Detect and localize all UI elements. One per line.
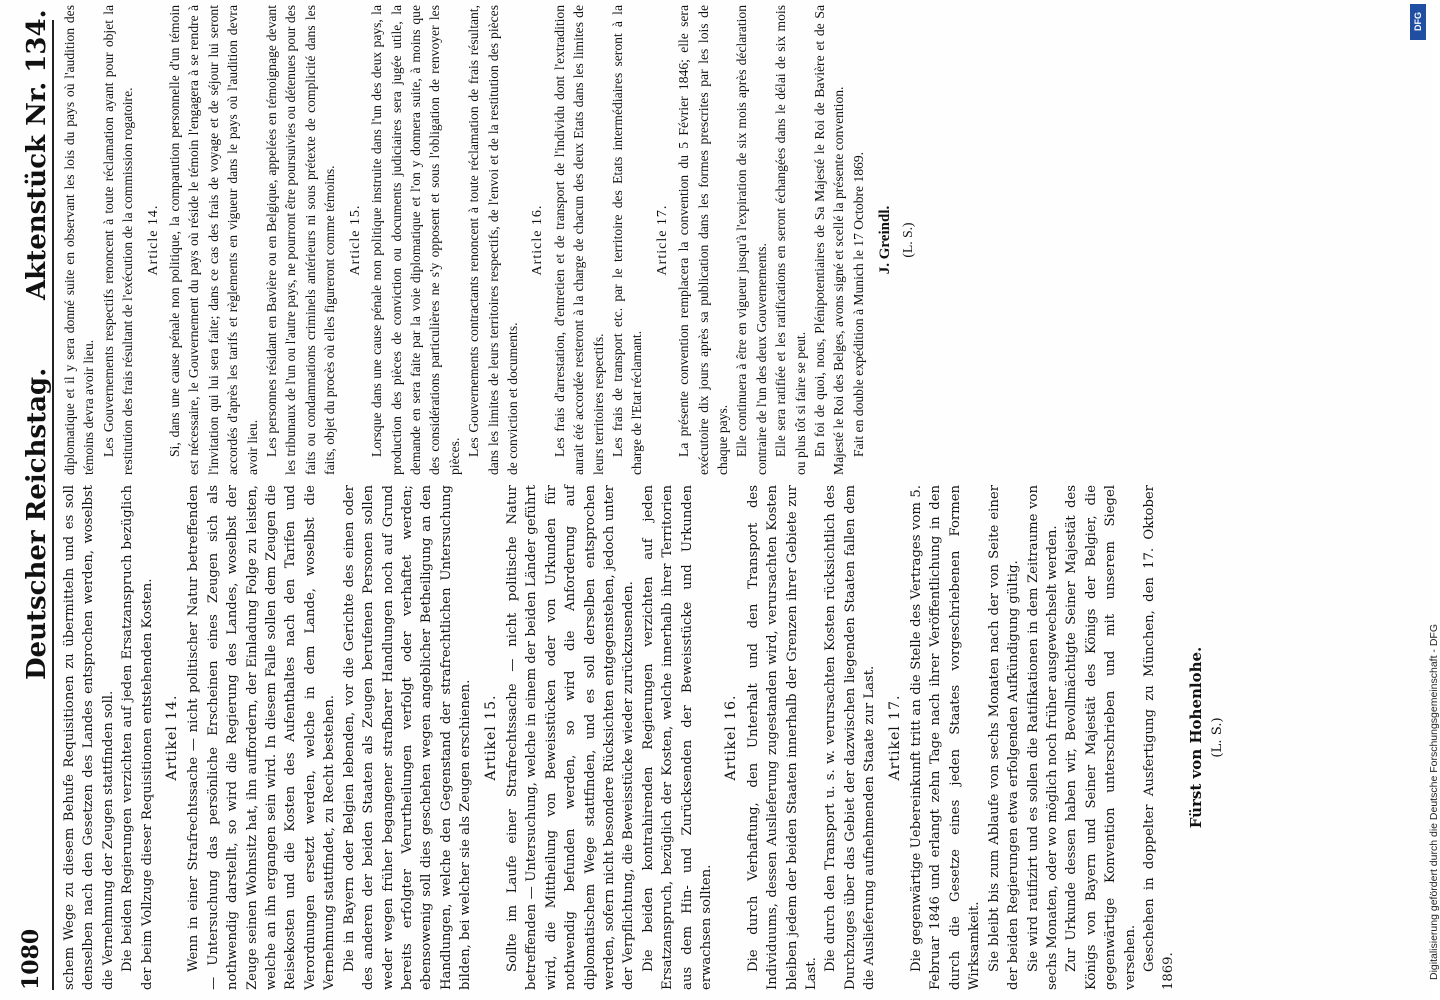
- paragraph: Fait en double expédition à Munich le 17 Octobre 1869.: [850, 151, 866, 457]
- paragraph: Elle continuera à être en vigueur jusqu'à l'expiration de six mois après déclaration contraire de l'un des deux Gouvernements.: [734, 5, 769, 475]
- paragraph: Les Gouvernements contractants renoncent à toute réclamation de frais résultant, dans les limites de leurs territoires respectifs, de l'envoi et de la restitution des pièces de conviction et documents.: [466, 5, 520, 475]
- paragraph: Die beiden kontrahirenden Regierungen verzichten auf jeden Ersatzanspruch, bezüglich der Kosten, welche innerhalb ihrer Territorien aus dem Hin- und Zurücksenden der Beweisstücke und Urkunden erwachsen sollten.: [640, 485, 714, 990]
- article-heading: Artikel 15.: [482, 694, 499, 781]
- signature: Fürst von Hohenlohe.: [1186, 646, 1205, 829]
- paragraph: Wenn in einer Strafrechtssache — nicht politischer Natur betreffenden — Untersuchung das persönliche Erscheinen eines Zeugen sich als nothwendig darstellt, so wird die Regierung des Landes, woselbst der Zeuge seinen Wohnsitz hat, ihn auffordern, der Einladung Folge zu leisten, welche an ihn ergangen sein wird. In diesem Falle sollen dem Zeugen die Reisekosten und die Kosten des Aufenthaltes nach den Tarifen und Verordnungen ersetzt werden, welche in dem Lande, woselbst die Vernehmung stattfindet, zu Recht bestehen.: [186, 485, 338, 990]
- dfg-logo-badge: DFG: [1410, 4, 1426, 40]
- paragraph: Si, dans une cause pénale non politique, la comparution personnelle d'un témoin est nécessaire, le Gouvernement du pays où réside le témoin l'engagera à se rendre à l'invitation qui lui sera faite; dans ce cas des frais de voyage et de séjour lui seront accordés d'après les tarifs et règlements en vigueur dans le pays où l'audition devra avoir lieu.: [167, 5, 260, 475]
- article-heading: Article 17.: [654, 204, 670, 276]
- seal-mark: (L. S.): [899, 222, 915, 258]
- german-text-column: [60, 485, 1370, 990]
- signature: J. Greindl.: [877, 205, 894, 275]
- paragraph: En foi de quoi, nous, Plénipotentiaires de Sa Majesté le Roi de Bavière et de Sa Majesté le Roi des Belges, avons signé et scellé la présente convention.: [812, 5, 847, 475]
- paragraph: Les frais de transport etc. par le territoire des Etats intermédiaires seront à la charge de l'Etat réclamant.: [609, 5, 645, 475]
- page-number: 1080: [18, 928, 44, 990]
- paragraph: Sie bleibt bis zum Ablaufe von sechs Monaten nach der von Seite einer der beiden Regierungen etwa erfolgenden Aufkündigung gültig.: [986, 485, 1022, 990]
- paragraph: schem Wege zu diesem Behufe Requisitionen zu übermitteln und es soll denselben nach den Gesetzen des Landes entsprochen werden, woselbst die Vernehmung der Zeugen stattfinden soll.: [62, 485, 116, 990]
- seal-mark: (L. S.): [1210, 717, 1226, 758]
- paragraph: Les personnes résidant en Bavière ou en Belgique, appelées en témoignage devant les tribunaux de l'un ou l'autre pays, ne pourront être poursuivies ou détenues pour des faits ou condamnations criminels antérieurs ni sous prétexte de complicité dans les faits, objet du procès où elles figureront comme témoins.: [264, 5, 338, 475]
- digitization-note: [1408, 0, 1440, 1000]
- paragraph: Die gegenwärtige Uebereinkunft tritt an die Stelle des Vertrages vom 5. Februar 1846 und erlangt zehn Tage nach ihrer Veröffentlichung in den durch die Gesetze eines jeden Staates vorgeschriebenen Formen Wirksamkeit.: [909, 485, 983, 990]
- article-heading: Artikel 14.: [164, 694, 181, 781]
- running-head-left: Deutscher Reichstag.: [22, 367, 52, 680]
- header-rule: [52, 20, 54, 990]
- article-heading: Artikel 16.: [723, 694, 740, 781]
- paragraph: Die in Bayern oder Belgien lebenden, vor die Gerichte des einen oder des anderen der beiden Staaten als Zeugen berufenen Personen sollen weder wegen früher begangener strafbarer Handlungen noch auf Grund bereits erfolgter Verurtheilungen verfolgt oder verhaftet werden; ebensowenig soll dies geschehen wegen angeblicher Betheiligung an den Handlungen, welche den Gegenstand der strafrechtlichen Untersuchung bilden, bei welcher sie als Zeugen erschienen.: [341, 485, 474, 990]
- paragraph: Zur Urkunde dessen haben wir, Bevollmächtigte Seiner Majestät des Königs von Bayern und Seiner Majestät des Königs der Belgier, die gegenwärtige Konvention unterschrieben und mit unserem Siegel versehen.: [1064, 485, 1138, 990]
- paragraph: Elle sera ratifiée et les ratifications en seront échangées dans le délai de six mois ou plus tôt si faire se peut.: [773, 5, 808, 475]
- article-heading: Article 14.: [145, 204, 161, 276]
- paragraph: Die beiden Regierungen verzichten auf jeden Ersatzanspruch bezüglich der beim Vollzuge dieser Requisitionen entstehenden Kosten.: [120, 485, 155, 990]
- paragraph: Sollte im Laufe einer Strafrechtssache — nicht politische Natur betreffenden — Untersuchung, welche in einem der beiden Länder geführt wird, die Mittheilung von Beweisstücken oder von Urkunden für nothwendig befunden werden, so wird die Anforderung auf diplomatischem Wege stattfinden, und es soll derselben entsprochen werden, sofern nicht besondere Rücksichten entgegenstehen, jedoch unter der Verpflichtung, die Beweisstücke wieder zurückzusenden.: [504, 485, 637, 990]
- article-heading: Article 16.: [530, 204, 546, 276]
- paragraph: Les Gouvernements respectifs renoncent à toute réclamation ayant pour objet la restitution des frais résultant de l'exécution de la commission rogatoire.: [100, 5, 136, 475]
- paragraph: La présente convention remplacera la convention du 5 Février 1846; elle sera exécutoire dix jours après sa publication dans les formes prescrites par les lois de chaque pays.: [676, 5, 730, 475]
- french-text-column: [60, 5, 1370, 475]
- paragraph: Geschehen in doppelter Ausfertigung zu München, den 17. Oktober 1869.: [1141, 485, 1177, 990]
- article-heading: Article 15.: [347, 204, 363, 276]
- digitization-note-text: Digitalisierung gefördert durch die Deutsche Forschungsgemeinschaft - DFG: [1428, 623, 1440, 980]
- article-heading: Artikel 17.: [886, 694, 903, 781]
- paragraph: Die durch den Transport u. s. w. verursachten Kosten rücksichtlich des Durchzuges über das Gebiet der dazwischen liegenden Staaten fallen dem die Auslieferung aufnehmenden Staate zur Last.: [823, 485, 878, 990]
- paragraph: diplomatique et il y sera donné suite en observant les lois du pays où l'audition des témoins devra avoir lieu.: [62, 5, 97, 475]
- paragraph: Die durch Verhaftung, den Unterhalt und den Transport des Individuums, dessen Auslieferung zugestanden wird, verursachten Kosten bleiben jedem der beiden Staaten innerhalb der Grenzen ihrer Gebiete zur Last.: [745, 485, 820, 990]
- paragraph: Les frais d'arrestation, d'entretien et de transport de l'individu dont l'extradition aurait été accordée resteront à la charge de chacun des deux Etats dans les limites de leurs territoires respectifs.: [551, 5, 606, 475]
- paragraph: Lorsque dans une cause pénale non politique instruite dans l'un des deux pays, la production des pièces de conviction ou documents judiciaires sera jugée utile, la demande en sera faite par la voie diplomatique et l'on y donnera suite, à moins que des considérations particulières ne s'y opposent et sous l'obligation de renvoyer les pièces.: [369, 5, 462, 475]
- paragraph: Sie wird ratifizirt und es sollen die Ratifikationen in dem Zeitraume von sechs Monaten, oder wo möglich noch früher ausgewechselt werden.: [1025, 485, 1060, 990]
- running-head-right: Aktenstück Nr. 134.: [22, 9, 52, 300]
